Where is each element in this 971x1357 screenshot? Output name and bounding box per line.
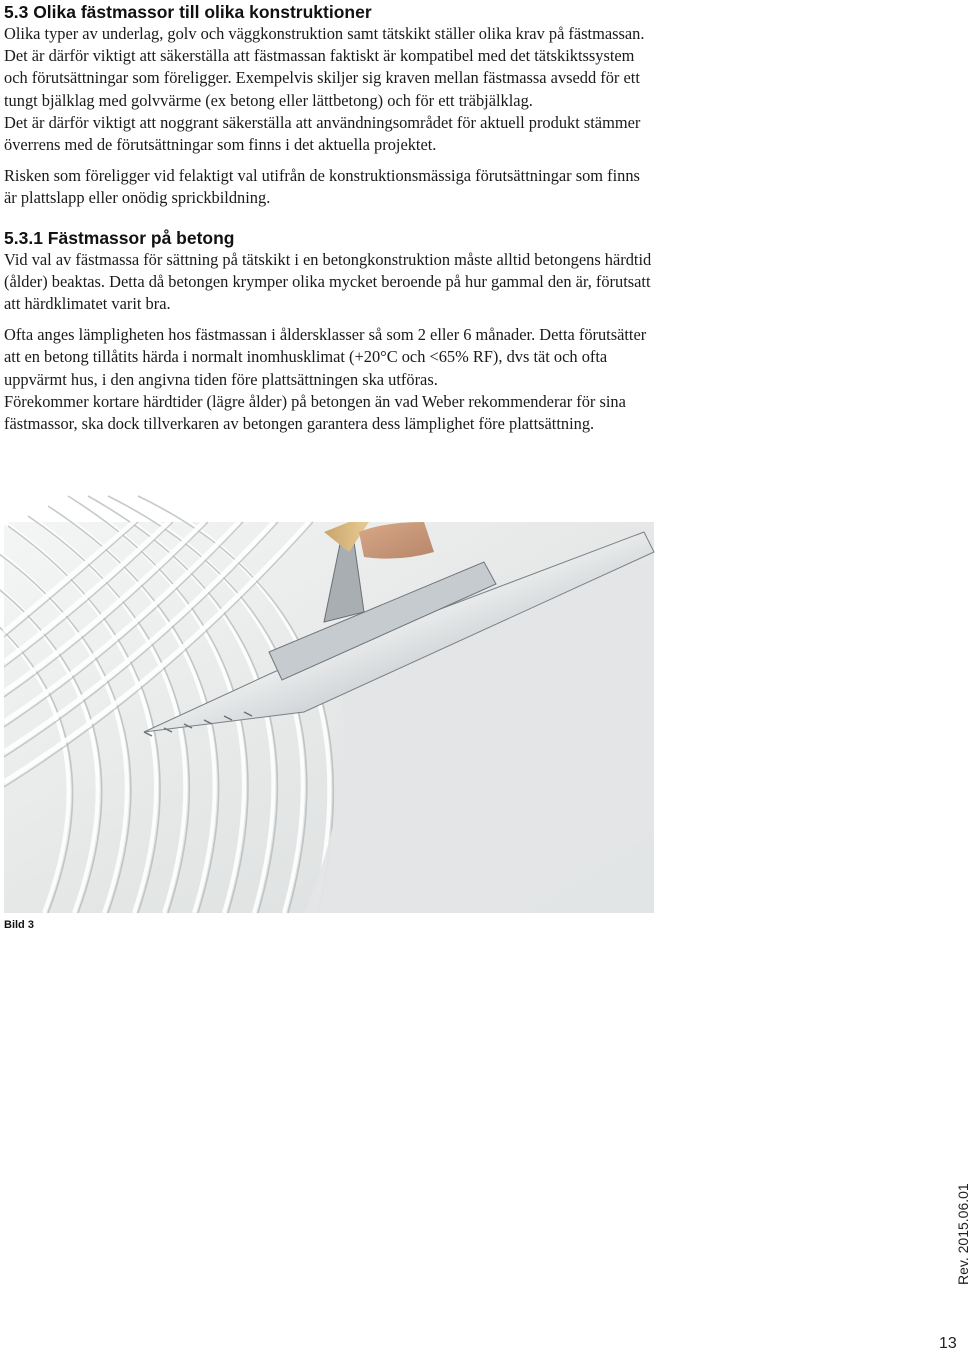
page-number: 13 [939, 1335, 957, 1352]
section-paragraph-1: Olika typer av underlag, golv och väggkonstruktion samt tätskikt ställer olika krav på fästmassan. Det är därför viktigt att säkerställa att fästmassan faktiskt är kompatibel med det tätskiktssystem och förutsättningar som föreligger. Exempelvis skiljer sig kraven mellan fästmassa avsedd för ett tungt bjälklag med golvvärme (ex betong eller lättbetong) och för ett träbjälklag. [4, 24, 645, 110]
subsection-title: 5.3.1 Fästmassor på betong [4, 227, 235, 248]
document-page [4, 0, 656, 435]
subsection-paragraph-2: Ofta anges lämpligheten hos fästmassan i åldersklasser så som 2 eller 6 månader. Detta förutsätter att en betong tillåtits härda i normalt inomhusklimat (+20°C och <65% RF), dvs tät och ofta uppvärmt hus, i den angivna tiden före plattsättningen ska utföras. [4, 325, 647, 389]
section-paragraph-2: Det är därför viktigt att noggrant säkerställa att användningsområdet för aktuell produkt stämmer överrens med de förutsättningar som finns i det aktuella projektet. [4, 112, 641, 155]
figure-caption: Bild 3 [4, 919, 34, 931]
subsection-paragraph-1: Vid val av fästmassa för sättning på tätskikt i en betongkonstruktion måste alltid betongens härdtid (ålder) beaktas. Detta då betongen krymper olika mycket beroende på hur gammal den är, förutsatt att härdklimatet varit bra. [4, 249, 652, 314]
revision-date: Rev. 2015.06.01 [955, 1183, 971, 1285]
trowel-photo [4, 522, 654, 913]
subsection-paragraph-3: Förekommer kortare härdtider (lägre ålder) på betongen än vad Weber rekommenderar för sina fästmassor, ska dock tillverkaren av betongen garantera dess lämplighet före plattsättning. [4, 391, 626, 434]
trowel-photo-illustration [4, 522, 654, 913]
section-title: 5.3 Olika fästmassor till olika konstruktioner [4, 2, 372, 22]
section-paragraph-3: Risken som föreligger vid felaktigt val utifrån de konstruktionsmässiga förutsättningar som finns är plattslapp eller onödig sprickbildning. [4, 166, 640, 208]
